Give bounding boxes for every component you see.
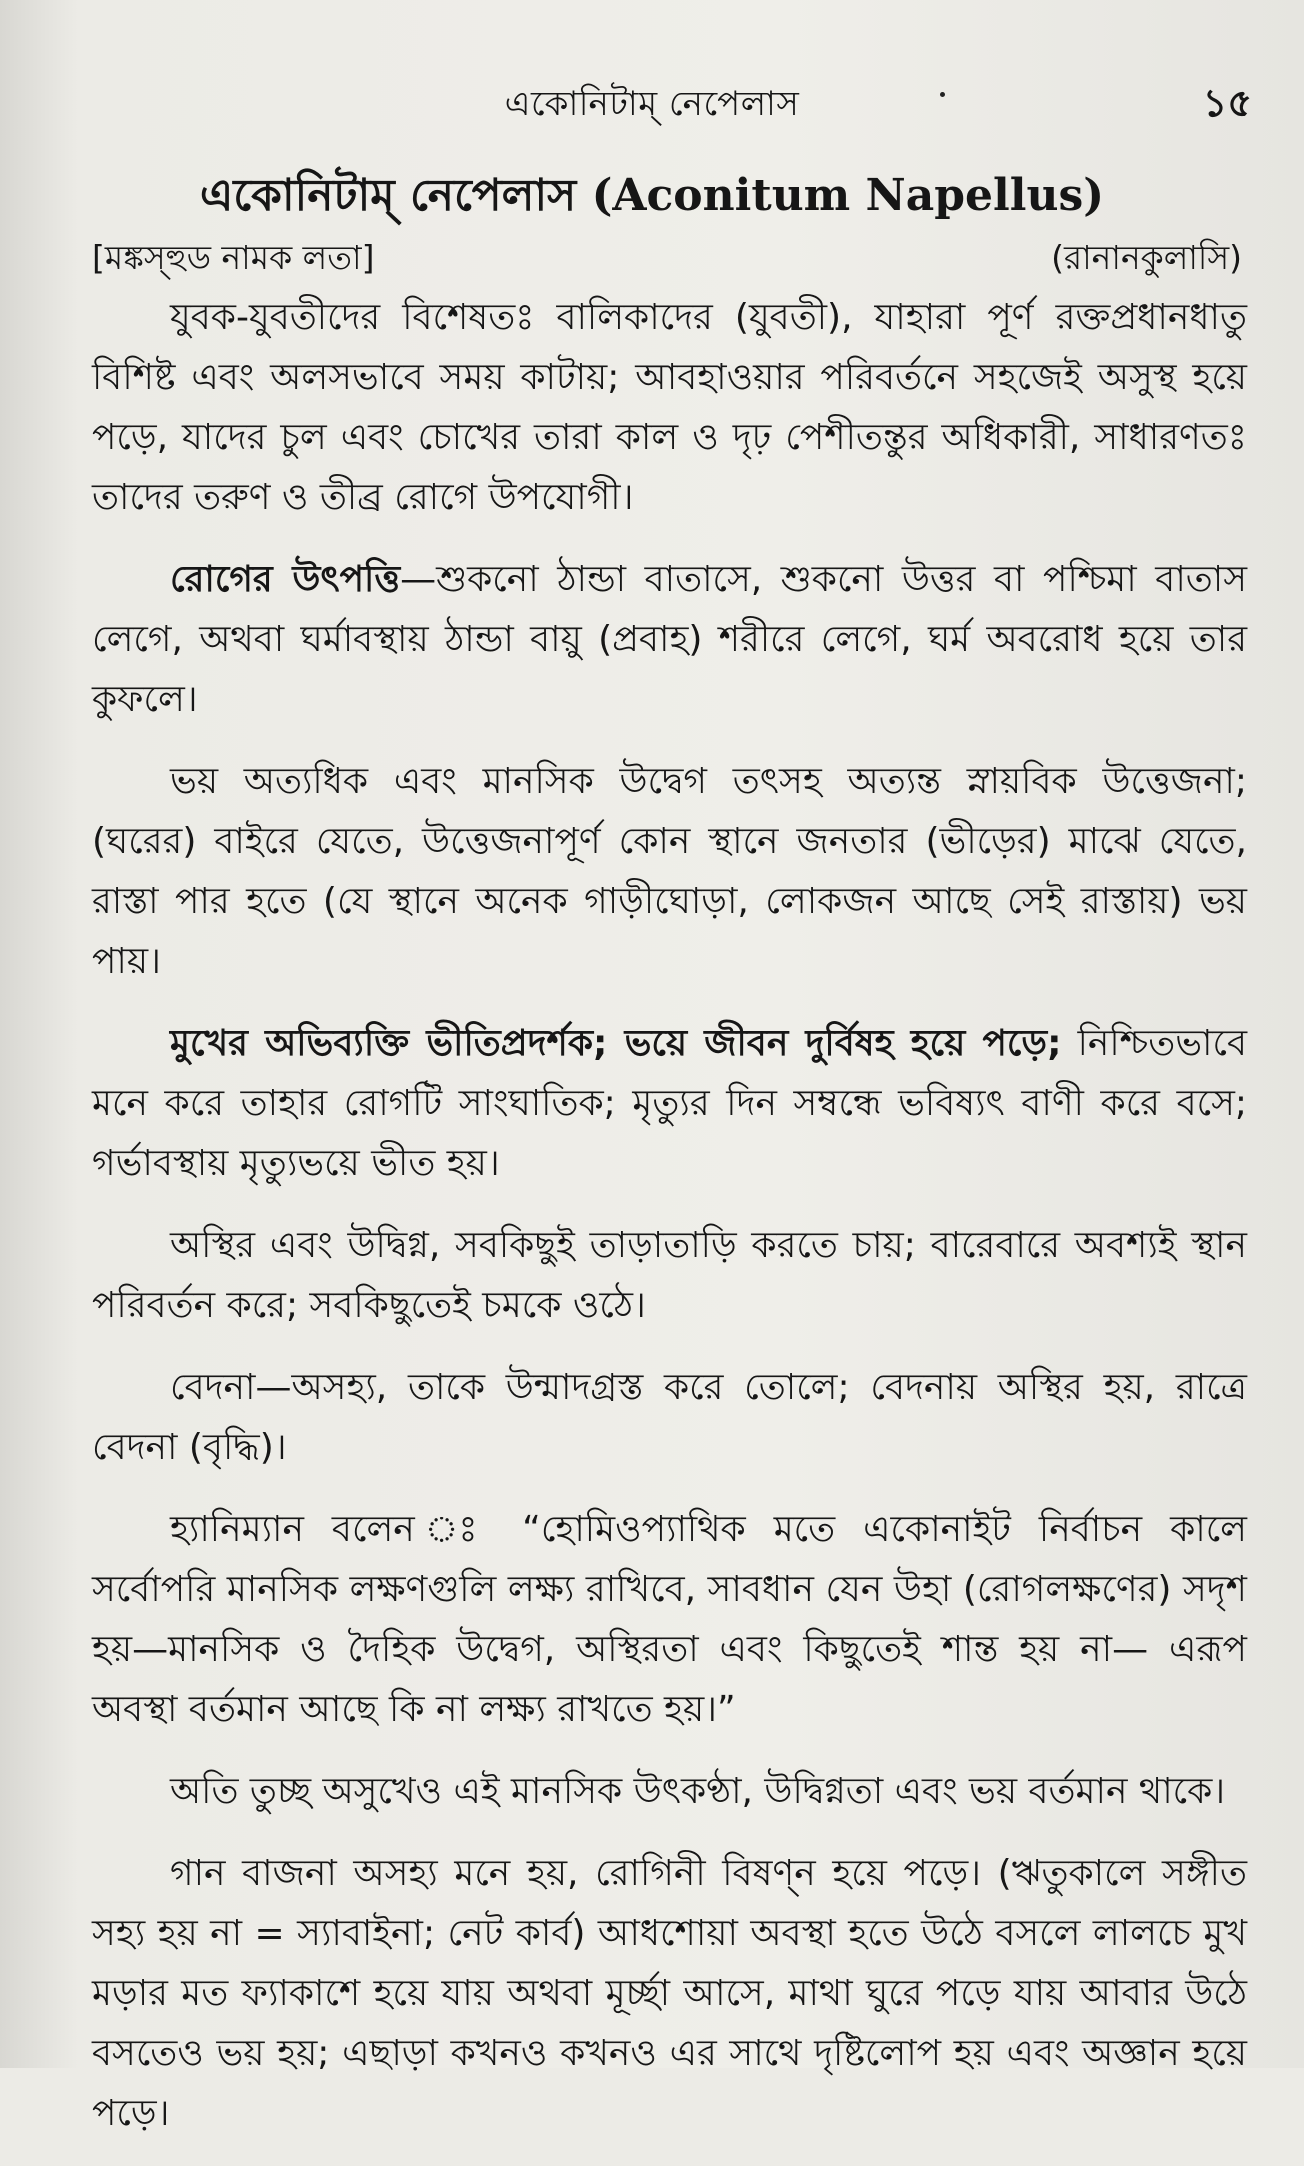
running-header (0, 78, 1304, 128)
expression-lead: মুখের অভিব্যক্তি ভীতিপ্রদর্শক; ভয়ে জীবন দুর্বিষহ হয়ে পড়ে; (170, 1023, 1062, 1064)
paragraph-constitution: যুবক-যুবতীদের বিশেষতঃ বালিকাদের (যুবতী), যাহারা পূর্ণ রক্তপ্রধানধাতু বিশিষ্ট এবং অলসভাবে সময় কাটায়; আবহাওয়ার পরিবর্তনে সহজেই অসুস্থ হয়ে পড়ে, যাদের চুল এবং চোখের তারা কাল ও দৃঢ় পেশীতন্তুর অধিকারী, সাধারণতঃ তাদের তরুণ ও তীব্র রোগে উপযোগী। (92, 297, 1247, 518)
print-speck (940, 92, 945, 97)
body-text (92, 288, 1247, 2166)
running-title: একোনিটাম্ নেপেলাস (504, 84, 800, 124)
common-name-label: [মঙ্কস্হুড নামক লতা] (92, 238, 375, 277)
paragraph-restlessness: অস্থির এবং উদ্বিগ্ন, সবকিছুই তাড়াতাড়ি করতে চায়; বারেবারে অবশ্যই স্থান পরিবর্তন করে; সবকিছুতেই চমকে ওঠে। (92, 1225, 1247, 1326)
paragraph-expression (92, 1014, 1247, 1194)
expression-text: নিশ্চিতভাবে মনে করে তাহার রোগটি সাংঘাতিক; মৃত্যুর দিন সম্বন্ধে ভবিষ্যৎ বাণী করে বসে; গর্ভাবস্থায় মৃত্যুভয়ে ভীত হয়। (92, 1023, 1247, 1184)
paragraph-pain: বেদনা—অসহ্য, তাকে উন্মাদগ্রস্ত করে তোলে; বেদনায় অস্থির হয়, রাত্রে বেদনা (বৃদ্ধি)। (92, 1367, 1247, 1468)
paragraph-fear: ভয় অত্যধিক এবং মানসিক উদ্বেগ তৎসহ অত্যন্ত স্নায়বিক উত্তেজনা; (ঘরের) বাইরে যেতে, উত্তেজনাপূর্ণ কোন স্থানে জনতার (ভীড়ের) মাঝে যেতে, রাস্তা পার হতে (যে স্থানে অনেক গাড়ীঘোড়া, লোকজন আছে সেই রাস্তায়) ভয় পায়। (92, 761, 1247, 982)
paragraph-hahnemann-quote: হ্যানিম্যান বলেন ঃ “হোমিওপ্যাথিক মতে একোনাইট নির্বাচন কালে সর্বোপরি মানসিক লক্ষণগুলি লক্ষ্য রাখিবে, সাবধান যেন উহা (রোগলক্ষণের) সদৃশ হয়—মানসিক ও দৈহিক উদ্বেগ, অস্থিরতা এবং কিছুতেই শান্ত হয় না— এরূপ অবস্থা বর্তমান আছে কি না লক্ষ্য রাখতে হয়।” (92, 1509, 1247, 1730)
plant-family-label: (রানানকুলাসি) (1051, 238, 1242, 277)
causation-lead: রোগের উৎপত্তি (170, 559, 401, 600)
causation-text: —শুকনো ঠান্ডা বাতাসে, শুকনো উত্তর বা পশ্চিমা বাতাস লেগে, অথবা ঘর্মাবস্থায় ঠান্ডা বায়ু (প্রবাহ) শরীরে লেগে, ঘর্ম অবরোধ হয়ে তার কুফলে। (92, 559, 1247, 720)
page-number: ১৫ (1202, 81, 1252, 125)
chapter-title (0, 162, 1304, 235)
chapter-title-latin: (Aconitum Napellus) (591, 170, 1105, 221)
chapter-title-bengali: একোনিটাম্ নেপেলাস (199, 170, 577, 221)
paragraph-music-fainting: গান বাজনা অসহ্য মনে হয়, রোগিনী বিষণ্ন হয়ে পড়ে। (ঋতুকালে সঙ্গীত সহ্য হয় না = স্যাবাইনা; নেট কার্ব) আধশোয়া অবস্থা হতে উঠে বসলে লালচে মুখ মড়ার মত ফ্যাকাশে হয়ে যায় অথবা মূর্চ্ছা আসে, মাথা ঘুরে পড়ে যায় আবার উঠে বসতেও ভয় হয়; এছাড়া কখনও কখনও এর সাথে দৃষ্টিলোপ হয় এবং অজ্ঞান হয়ে পড়ে। (92, 1853, 1247, 2134)
paragraph-causation (92, 550, 1247, 730)
chapter-subheading (92, 232, 1242, 288)
paragraph-anxiety: অতি তুচ্ছ অসুখেও এই মানসিক উৎকণ্ঠা, উদ্বিগ্নতা এবং ভয় বর্তমান থাকে। (170, 1771, 1226, 1812)
